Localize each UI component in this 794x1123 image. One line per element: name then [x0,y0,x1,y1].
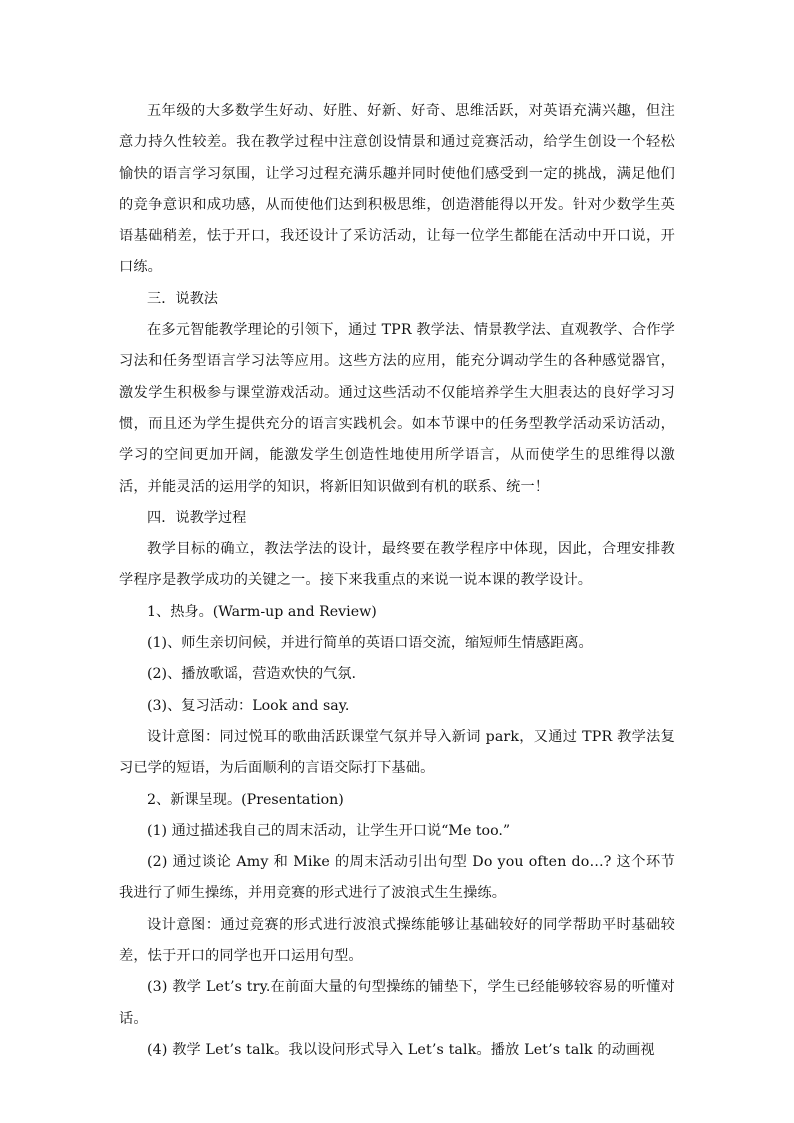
paragraph-do-you-often: (2) 通过谈论 Amy 和 Mike 的周末活动引出句型 Do you often do…? 这个环节我进行了师生操练，并用竞赛的形式进行了波浪式生生操练。 [119,854,675,902]
paragraph-lets-try: (3) 教学 Let’s try.在前面大量的句型操练的铺垫下，学生已经能够较容易的听懂对话。 [119,979,675,1027]
list-item-song: (2)、播放歌谣，营造欢快的气氛. [147,666,357,683]
section-heading-teaching-process: 四．说教学过程 [147,509,247,526]
list-item-review: (3)、复习活动：Look and say. [147,697,350,714]
paragraph-lets-talk: (4) 教学 Let’s talk。我以设问形式导入 Let’s talk。播放 Let’s talk 的动画视 [147,1041,655,1058]
section-heading-teaching-methods: 三．说教法 [147,290,218,307]
list-item-greeting: (1)、师生亲切问候，并进行简单的英语口语交流，缩短师生情感距离。 [147,635,593,652]
subheading-warm-up: 1、热身。(Warm-up and Review) [147,603,377,620]
subheading-presentation: 2、新课呈现。(Presentation) [147,791,344,808]
paragraph-teaching-methods: 在多元智能教学理论的引领下，通过 TPR 教学法、情景教学法、直观教学、合作学习法和任务型语言学习法等应用。这些方法的应用，能充分调动学生的各种感觉器官，激发学生积极参与课堂游戏活动。通过这些活动不仅能培养学生大胆表达的良好学习习惯，而且还为学生提供充分的语言实践机会。如本节课中的任务型教学活动采访活动，学习的空间更加开阔，能激发学生创造性地使用所学语言，从而使学生的思维得以激活，并能灵活的运用学的知识，将新旧知识做到有机的联系、统一！ [119,322,675,495]
document-body [119,96,675,1066]
paragraph-process-intro: 教学目标的确立，教法学法的设计，最终要在教学程序中体现，因此，合理安排教学程序是教学成功的关键之一。接下来我重点的来说一说本课的教学设计。 [119,541,675,589]
paragraph-student-analysis: 五年级的大多数学生好动、好胜、好新、好奇、思维活跃，对英语充满兴趣，但注意力持久性较差。我在教学过程中注意创设情景和通过竞赛活动，给学生创设一个轻松愉快的语言学习氛围，让学习过程充满乐趣并同时使他们感受到一定的挑战，满足他们的竞争意识和成功感，从而使他们达到积极思维，创造潜能得以开发。针对少数学生英语基础稍差，怯于开口，我还设计了采访活动，让每一位学生都能在活动中开口说，开口练。 [119,103,675,276]
list-item-me-too: (1) 通过描述我自己的周末活动，让学生开口说“Me too.” [147,822,511,839]
paragraph-design-intent-2: 设计意图：通过竞赛的形式进行波浪式操练能够让基础较好的同学帮助平时基础较差，怯于开口的同学也开口运用句型。 [119,916,675,965]
paragraph-design-intent-1: 设计意图：同过悦耳的歌曲活跃课堂气氛并导入新词 park，又通过 TPR 教学法复习已学的短语，为后面顺利的言语交际打下基础。 [119,728,675,777]
